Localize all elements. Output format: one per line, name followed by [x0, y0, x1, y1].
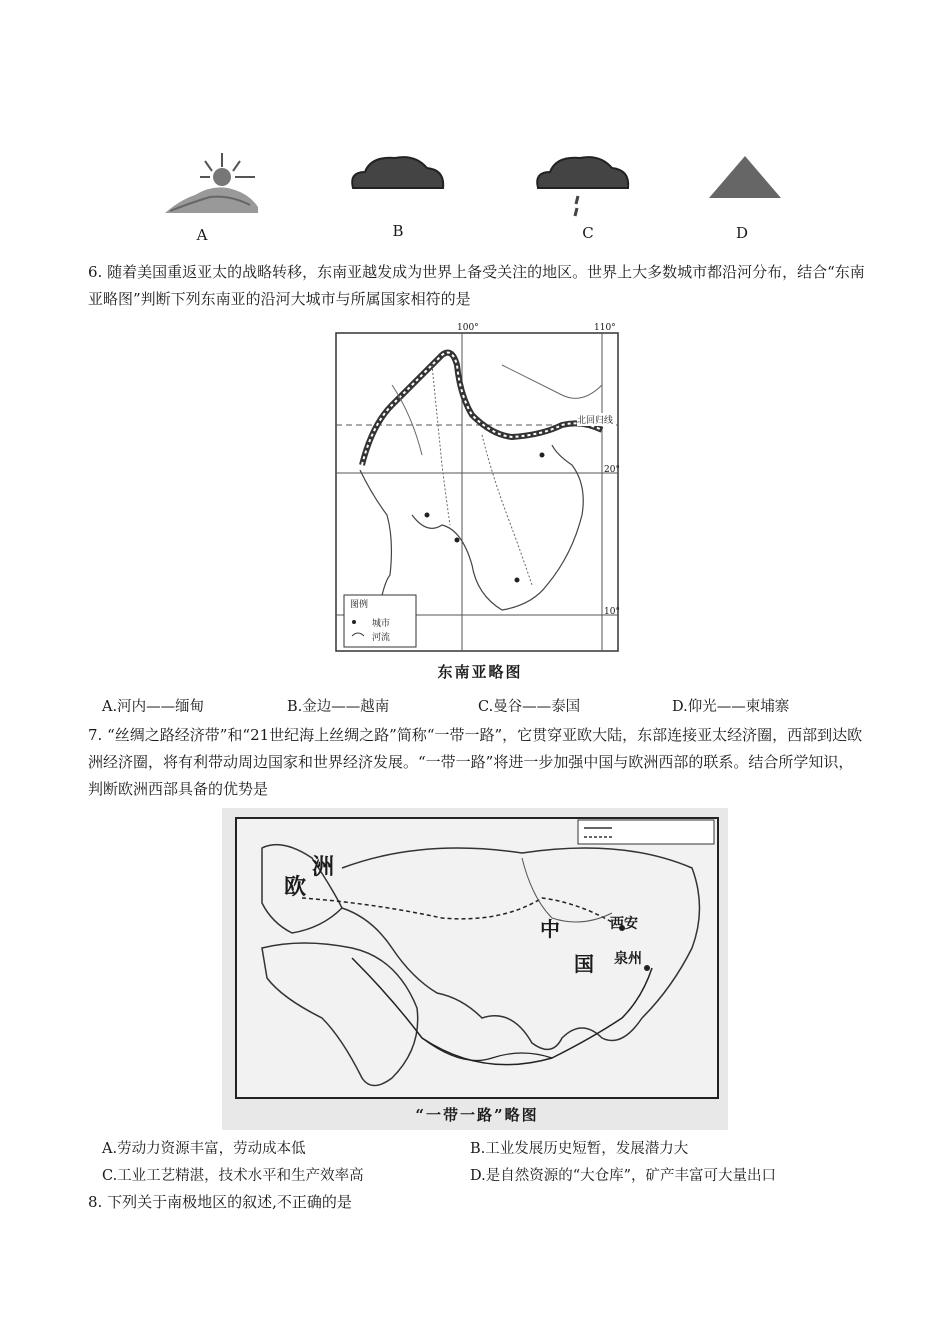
symbol-label-a: A — [196, 226, 208, 244]
lon-label-110: 110° — [594, 323, 616, 333]
lat-label-20: 20° — [604, 465, 620, 475]
belt-and-road-map-caption: “一带一路”略图 — [415, 1106, 539, 1124]
lat-label-10: 10° — [604, 607, 620, 617]
q7-option-b[interactable]: B.工业发展历史短暂，发展潜力大 — [470, 1141, 689, 1157]
mountain-icon — [705, 152, 785, 202]
rain-icon — [530, 150, 635, 220]
symbol-label-d: D — [735, 224, 749, 242]
symbol-label-b: B — [392, 222, 404, 240]
lon-label-100: 100° — [457, 323, 479, 333]
question-8-text: 8. 下列关于南极地区的叙述,不正确的是 — [88, 1193, 352, 1211]
q7-option-d[interactable]: D.是自然资源的“大仓库”，矿产丰富可大量出口 — [470, 1168, 777, 1184]
question-6-text: 6. 随着美国重返亚太的战略转移，东南亚越发成为世界上备受关注的地区。世界上大多数城市都沿河分布，结合“东南亚略图”判断下列东南亚的沿河大城市与所属国家相符的是 — [88, 263, 865, 308]
map-label-europe-1: 欧 — [284, 874, 307, 900]
map-label-china-2: 国 — [574, 952, 594, 976]
q6-option-d[interactable]: D.仰光——柬埔寨 — [672, 699, 790, 715]
sunny-icon — [160, 145, 265, 220]
map-label-quanzhou: 泉州 — [614, 951, 642, 967]
map-label-europe-2: 洲 — [312, 854, 335, 880]
belt-and-road-map — [222, 808, 728, 1130]
map-label-china-1: 中 — [540, 917, 560, 941]
legend-city: 城市 — [372, 619, 391, 629]
q7-option-c[interactable]: C.工业工艺精湛，技术水平和生产效率高 — [102, 1168, 364, 1184]
symbol-label-c: C — [582, 224, 594, 242]
q6-option-a[interactable]: A.河内——缅甸 — [102, 699, 205, 715]
map-label-xian: 西安 — [610, 916, 638, 932]
legend-title: 图例 — [350, 600, 369, 610]
question-7-text: 7. “丝绸之路经济带”和“21世纪海上丝绸之路”简称“一带一路”，它贯穿亚欧大陆，东部连接亚太经济圈，西部到达欧洲经济圈，将有利带动周边国家和世界经济发展。“一带一路”将进一步加强中国与欧洲西部的联系。结合所学知识，判断欧洲西部具备的优势是 — [88, 726, 863, 798]
q6-option-b[interactable]: B.金边——越南 — [287, 699, 390, 715]
legend-river: 河流 — [372, 633, 391, 643]
cloudy-icon — [345, 150, 450, 195]
tropic-label: 北回归线 — [577, 413, 613, 426]
q6-option-c[interactable]: C.曼谷——泰国 — [478, 699, 581, 715]
q7-option-a[interactable]: A.劳动力资源丰富，劳动成本低 — [102, 1141, 306, 1157]
southeast-asia-map — [332, 325, 622, 655]
southeast-asia-map-caption: 东南亚略图 — [437, 663, 523, 681]
